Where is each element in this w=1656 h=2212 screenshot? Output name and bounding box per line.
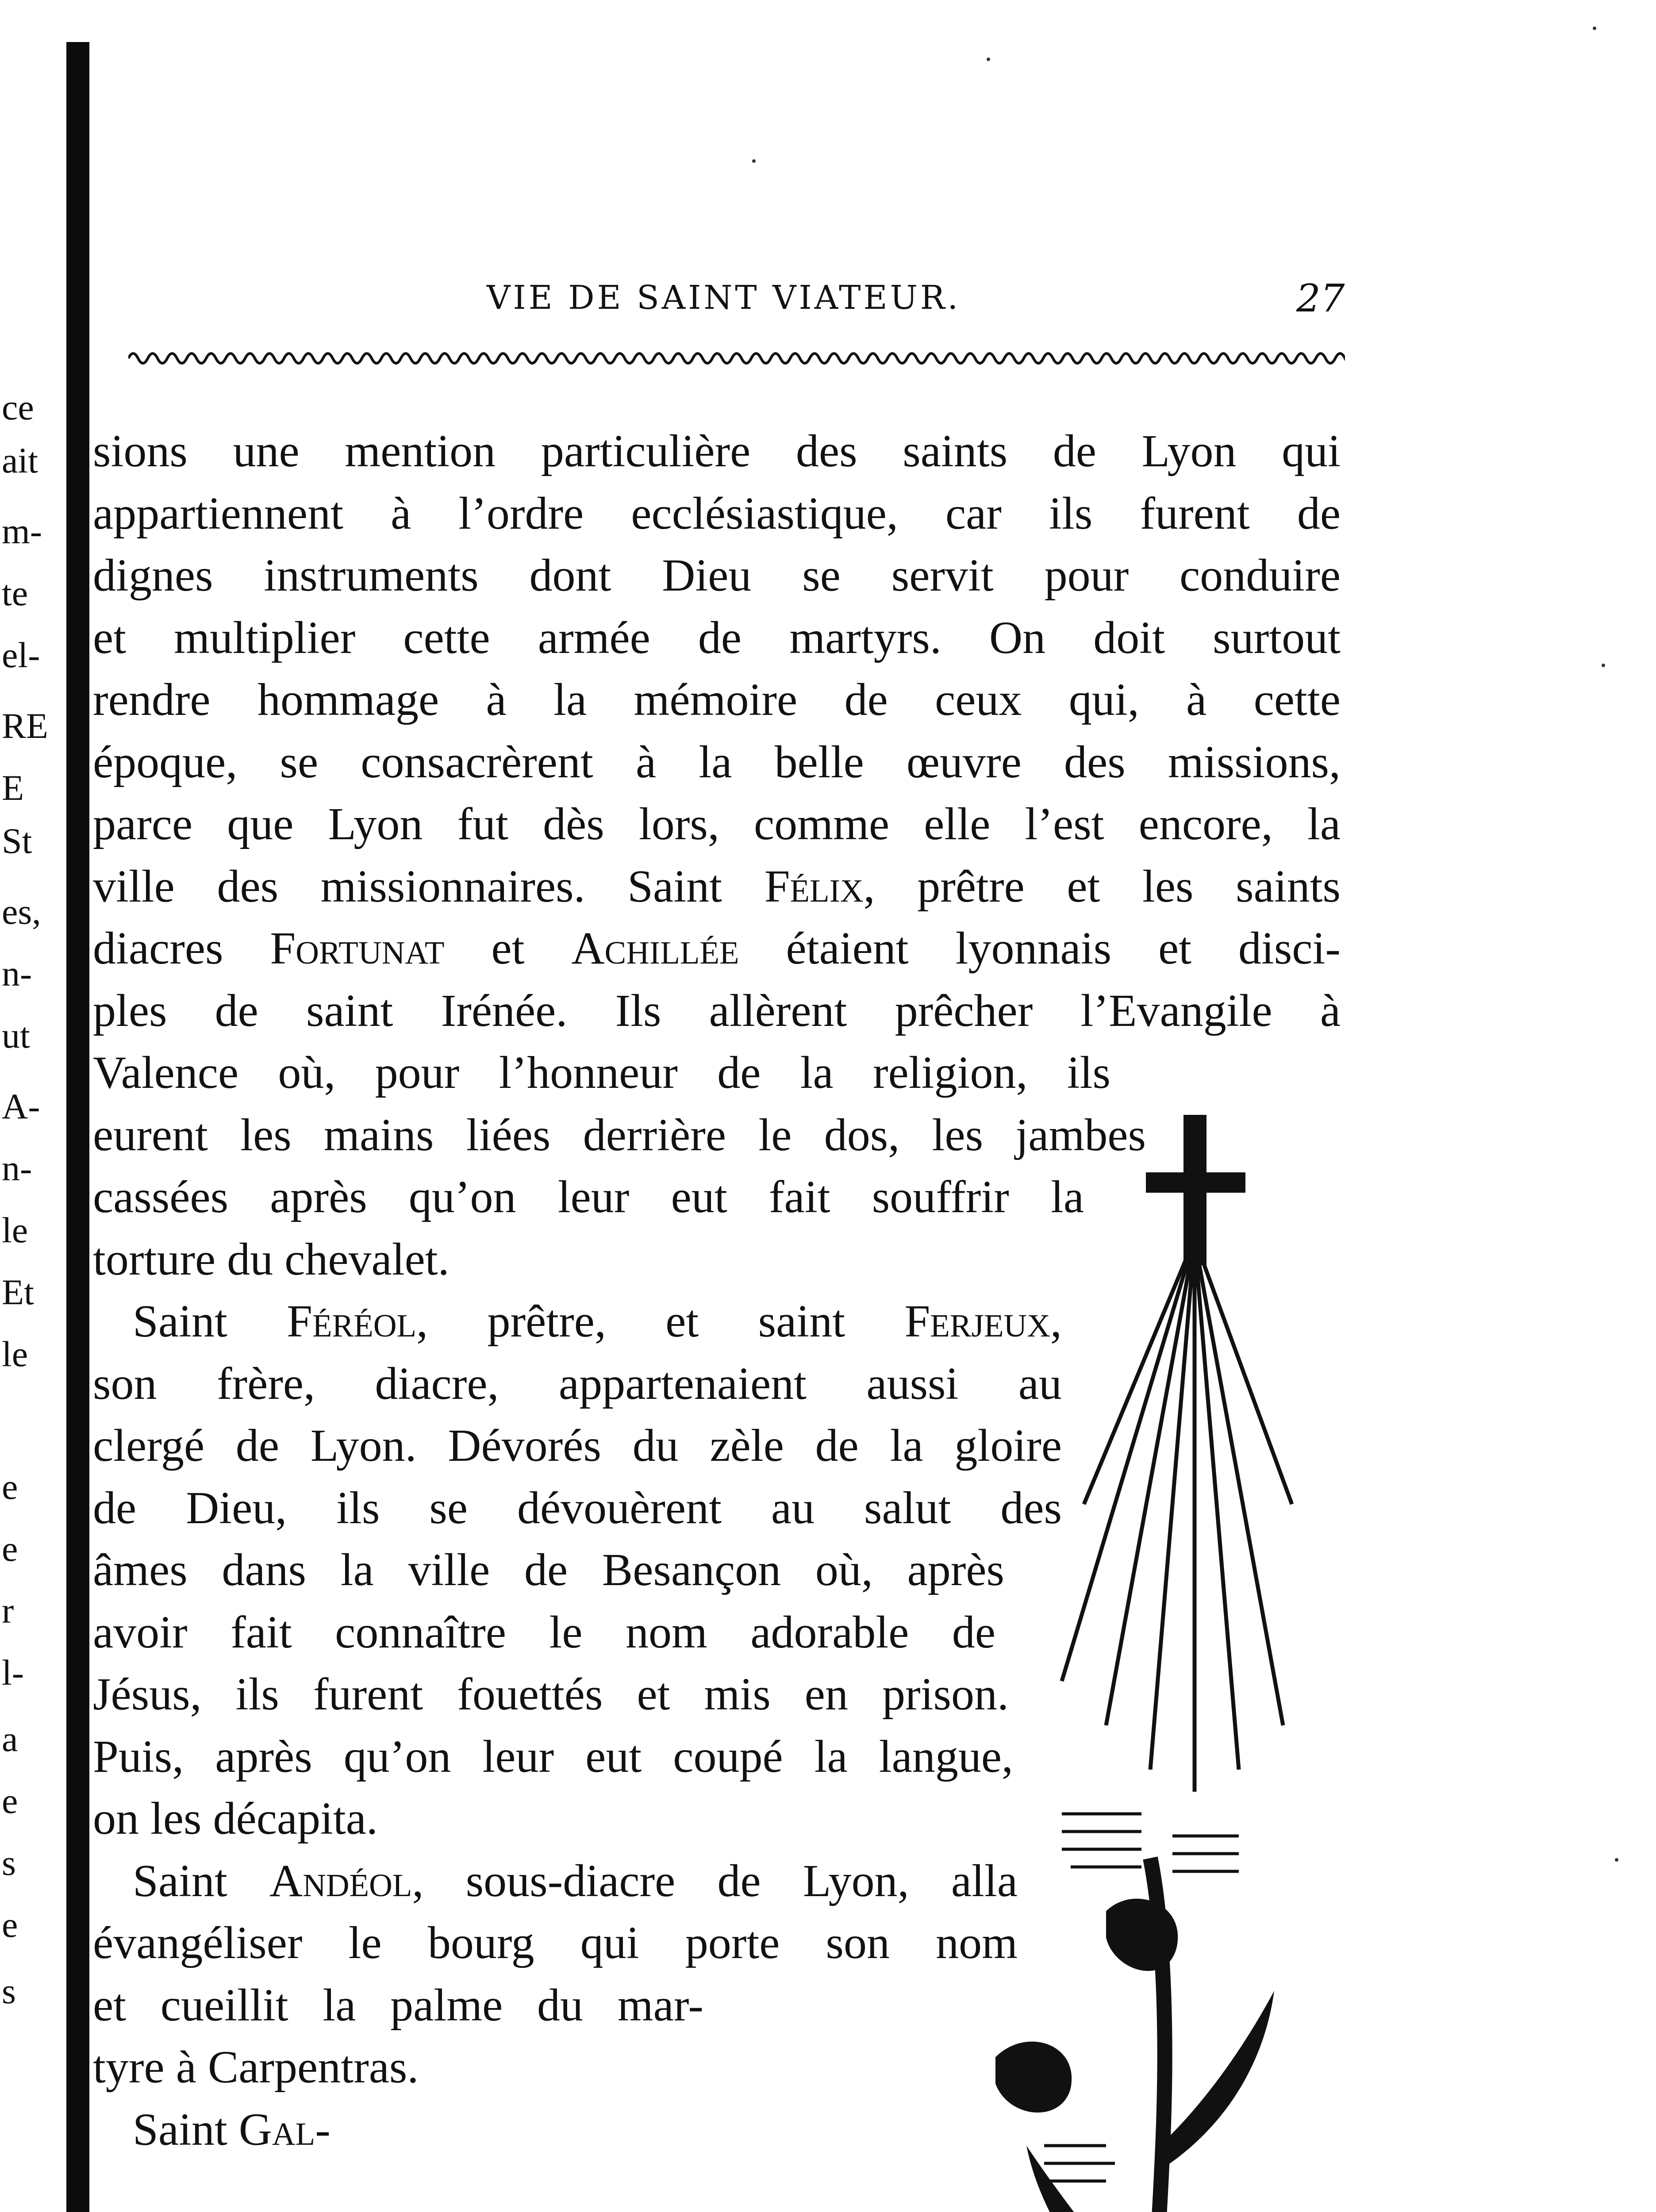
text-segment: cassées après qu’on leur eut fait souffrir la [93,1171,1084,1222]
bleed-fragment: m- [2,511,42,551]
text-segment: clergé de Lyon. Dévorés du zèle de la gloire [93,1420,1062,1471]
bleed-fragment: RE [2,706,48,746]
saint-name: Ferjeux [904,1296,1050,1347]
text-segment: , prêtre, et saint [416,1296,905,1347]
text-line [93,483,1341,545]
page-number: 27 [1296,276,1345,321]
bleed-fragment: ait [2,440,38,480]
saint-name: Féréol [287,1296,417,1347]
text-segment: son frère, diacre, appartenaient aussi au [93,1358,1062,1409]
text-segment: ville des missionnaires. Saint [93,860,765,912]
text-segment: ples de saint Irénée. Ils allèrent prêcher l’Evangile à [93,985,1341,1036]
text-segment: , prêtre et les saints [863,860,1341,912]
text-line [93,545,1341,607]
bleed-fragment: e [2,1905,18,1945]
bleed-fragment: es, [2,891,41,932]
wavy-header-rule [128,345,1345,372]
bleed-fragment: r [2,1590,14,1631]
text-segment: et [444,923,572,974]
text-line [93,1042,1110,1104]
text-segment: Valence où, pour l’honneur de la religion, ils [93,1047,1110,1098]
saint-name: Fortunat [270,923,445,974]
bleed-through-margin [0,0,66,2212]
bleed-fragment: e [2,1467,18,1507]
text-line [93,731,1341,794]
text-segment: époque, se consacrèrent à la belle œuvre des missions, [93,736,1341,787]
bleed-fragment: e [2,1528,18,1569]
text-segment: eurent les mains liées derrière le dos, les jambes [93,1109,1146,1160]
text-segment: rendre hommage à la mémoire de ceux qui, à cette [93,674,1341,725]
bleed-fragment: el- [2,635,40,675]
text-line [93,420,1341,483]
text-segment: de Dieu, ils se dévouèrent au salut des [93,1482,1062,1533]
bleed-fragment: s [2,1971,16,2011]
bleed-fragment: a [2,1719,18,1759]
text-line [93,793,1341,856]
text-segment: Saint [133,1296,287,1347]
text-segment: Puis, après qu’on leur eut coupé la langue, [93,1731,1013,1782]
text-segment: parce que Lyon fut dès lors, comme elle l’est encore, la [93,799,1341,849]
text-segment: et multiplier cette armée de martyrs. On doit surtout [93,612,1341,663]
text-segment: avoir fait connaître le nom adorable de [93,1606,995,1658]
bleed-fragment: le [2,1334,28,1374]
binding-shadow-bar [66,42,89,2212]
text-segment: diacres [93,923,270,974]
text-line [93,669,1341,731]
text-segment: , [1050,1296,1062,1347]
text-segment: évangéliser le bourg qui porte son nom [93,1917,1018,1968]
text-segment: Saint [133,2104,239,2155]
bleed-fragment: n- [2,953,32,994]
text-segment: Jésus, ils furent fouettés et mis en prison. [93,1669,1009,1720]
bleed-fragment: St [2,821,32,861]
bleed-fragment: e [2,1781,18,1821]
text-segment: étaient lyonnais et disci- [739,923,1341,974]
text-segment: dignes instruments dont Dieu se servit pour conduire [93,550,1341,601]
bleed-fragment: l- [2,1652,24,1693]
text-segment: sions une mention particulière des saints de Lyon qui [93,426,1341,476]
text-segment: appartiennent à l’ordre ecclésiastique, car ils furent de [93,488,1341,539]
bleed-fragment: ce [2,387,34,427]
saint-name: Andéol [269,1855,412,1906]
bleed-fragment: Et [2,1272,34,1312]
text-line [93,980,1341,1042]
bleed-fragment: ut [2,1015,30,1056]
text-segment: on les décapita. [93,1793,378,1844]
cross-ornament-icon [354,1106,1310,2212]
saint-name: Achillée [571,923,739,974]
bleed-fragment: te [2,573,28,613]
bleed-fragment: A- [2,1086,40,1126]
saint-name: Félix [764,860,864,912]
text-segment: Saint [133,1855,270,1906]
text-segment: tyre à Carpentras. [93,2042,419,2093]
bleed-fragment: E [2,768,24,808]
bleed-fragment: le [2,1210,28,1250]
text-line [93,918,1341,980]
text-segment: et cueillit la palme du mar- [93,1979,703,2031]
text-line [93,607,1341,669]
bleed-fragment: n- [2,1148,32,1188]
saint-name: Gal- [238,2104,330,2155]
text-segment: , sous-diacre de Lyon, alla [412,1855,1018,1906]
bleed-fragment: s [2,1843,16,1883]
text-line [93,856,1341,918]
running-title: VIE DE SAINT VIATEUR. [487,279,961,317]
text-segment: âmes dans la ville de Besançon où, après [93,1544,1004,1595]
text-segment: torture du chevalet. [93,1233,450,1285]
